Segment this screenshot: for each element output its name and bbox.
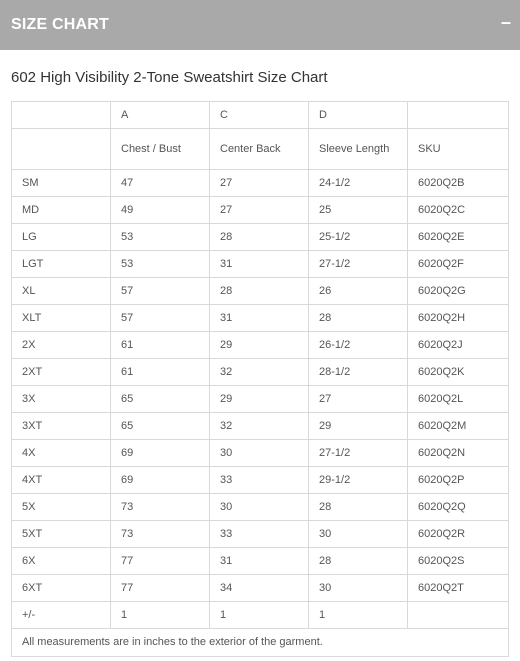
- table-row: [12, 170, 509, 197]
- table-cell: 1: [210, 602, 309, 629]
- table-cell: 77: [111, 575, 210, 602]
- table-cell: 30: [210, 494, 309, 521]
- table-row: [12, 386, 509, 413]
- table-cell: 6XT: [12, 575, 111, 602]
- table-row: [12, 467, 509, 494]
- table-cell: 4X: [12, 440, 111, 467]
- table-cell: 27-1/2: [309, 440, 408, 467]
- table-cell: 5XT: [12, 521, 111, 548]
- table-cell: 3X: [12, 386, 111, 413]
- table-cell: 27: [210, 170, 309, 197]
- table-cell: 1: [309, 602, 408, 629]
- table-cell: 32: [210, 359, 309, 386]
- table-cell: 27: [210, 197, 309, 224]
- table-cell: 73: [111, 494, 210, 521]
- table-cell: 24-1/2: [309, 170, 408, 197]
- table-cell: 6020Q2F: [408, 251, 509, 278]
- table-cell: D: [309, 102, 408, 129]
- table-cell: 28-1/2: [309, 359, 408, 386]
- table-cell: 69: [111, 440, 210, 467]
- table-cell: 29: [309, 413, 408, 440]
- table-cell: 1: [111, 602, 210, 629]
- table-cell: 4XT: [12, 467, 111, 494]
- table-cell: 30: [309, 575, 408, 602]
- table-cell: 6X: [12, 548, 111, 575]
- table-cell: 57: [111, 305, 210, 332]
- table-cell: 61: [111, 359, 210, 386]
- table-cell: 6020Q2P: [408, 467, 509, 494]
- table-cell: 6020Q2E: [408, 224, 509, 251]
- table-cell: SM: [12, 170, 111, 197]
- table-cell: Chest / Bust: [111, 129, 210, 170]
- table-cell: 61: [111, 332, 210, 359]
- table-cell: 28: [309, 305, 408, 332]
- table-cell: MD: [12, 197, 111, 224]
- table-cell: 30: [210, 440, 309, 467]
- table-cell: 57: [111, 278, 210, 305]
- table-cell: 5X: [12, 494, 111, 521]
- table-cell: 28: [210, 278, 309, 305]
- table-cell: 6020Q2T: [408, 575, 509, 602]
- table-cell: 6020Q2M: [408, 413, 509, 440]
- table-cell: [408, 102, 509, 129]
- table-row: [12, 494, 509, 521]
- table-cell: 3XT: [12, 413, 111, 440]
- table-cell: +/-: [12, 602, 111, 629]
- table-cell: 29: [210, 332, 309, 359]
- measurement-note-row: [12, 629, 509, 657]
- table-cell: 31: [210, 305, 309, 332]
- section-title: SIZE CHART: [11, 16, 109, 33]
- table-cell: Center Back: [210, 129, 309, 170]
- column-header-row: [12, 129, 509, 170]
- table-cell: 26: [309, 278, 408, 305]
- table-row: [12, 440, 509, 467]
- table-cell: 31: [210, 251, 309, 278]
- table-row: [12, 197, 509, 224]
- table-cell: 32: [210, 413, 309, 440]
- table-cell: C: [210, 102, 309, 129]
- table-cell: [408, 602, 509, 629]
- table-cell: 6020Q2L: [408, 386, 509, 413]
- table-cell: 29-1/2: [309, 467, 408, 494]
- size-table: [11, 101, 509, 657]
- table-cell: 27: [309, 386, 408, 413]
- table-cell: 33: [210, 467, 309, 494]
- measurement-note: All measurements are in inches to the exterior of the garment.: [12, 629, 509, 657]
- table-cell: LG: [12, 224, 111, 251]
- table-cell: 6020Q2J: [408, 332, 509, 359]
- table-cell: 6020Q2G: [408, 278, 509, 305]
- table-cell: 30: [309, 521, 408, 548]
- table-cell: 28: [309, 548, 408, 575]
- table-row: [12, 521, 509, 548]
- table-cell: 34: [210, 575, 309, 602]
- table-cell: 6020Q2N: [408, 440, 509, 467]
- table-cell: 65: [111, 413, 210, 440]
- table-cell: 65: [111, 386, 210, 413]
- size-chart-header[interactable]: [0, 0, 520, 50]
- table-cell: 26-1/2: [309, 332, 408, 359]
- table-cell: 47: [111, 170, 210, 197]
- table-cell: Sleeve Length: [309, 129, 408, 170]
- table-cell: 28: [210, 224, 309, 251]
- table-cell: XLT: [12, 305, 111, 332]
- table-row: [12, 224, 509, 251]
- table-cell: 49: [111, 197, 210, 224]
- table-cell: 2X: [12, 332, 111, 359]
- table-cell: 28: [309, 494, 408, 521]
- table-cell: SKU: [408, 129, 509, 170]
- table-row: [12, 602, 509, 629]
- table-cell: 77: [111, 548, 210, 575]
- table-row: [12, 359, 509, 386]
- table-cell: 27-1/2: [309, 251, 408, 278]
- table-row: [12, 575, 509, 602]
- collapse-toggle-icon[interactable]: –: [500, 12, 511, 32]
- table-cell: [12, 102, 111, 129]
- table-cell: 69: [111, 467, 210, 494]
- table-cell: 6020Q2H: [408, 305, 509, 332]
- table-row: [12, 413, 509, 440]
- table-cell: 25-1/2: [309, 224, 408, 251]
- table-row: [12, 332, 509, 359]
- table-cell: 73: [111, 521, 210, 548]
- table-cell: 6020Q2C: [408, 197, 509, 224]
- table-cell: A: [111, 102, 210, 129]
- table-row: [12, 278, 509, 305]
- table-row: [12, 251, 509, 278]
- table-cell: 25: [309, 197, 408, 224]
- size-chart-title: 602 High Visibility 2-Tone Sweatshirt Size Chart: [11, 69, 328, 86]
- table-cell: [12, 129, 111, 170]
- measurement-letter-row: [12, 102, 509, 129]
- table-cell: LGT: [12, 251, 111, 278]
- table-cell: 6020Q2K: [408, 359, 509, 386]
- table-row: [12, 305, 509, 332]
- table-cell: 6020Q2B: [408, 170, 509, 197]
- table-cell: 6020Q2Q: [408, 494, 509, 521]
- table-cell: 33: [210, 521, 309, 548]
- table-cell: 6020Q2R: [408, 521, 509, 548]
- table-cell: 53: [111, 251, 210, 278]
- table-cell: 6020Q2S: [408, 548, 509, 575]
- table-cell: 31: [210, 548, 309, 575]
- table-cell: XL: [12, 278, 111, 305]
- table-cell: 53: [111, 224, 210, 251]
- table-cell: 29: [210, 386, 309, 413]
- table-cell: 2XT: [12, 359, 111, 386]
- table-row: [12, 548, 509, 575]
